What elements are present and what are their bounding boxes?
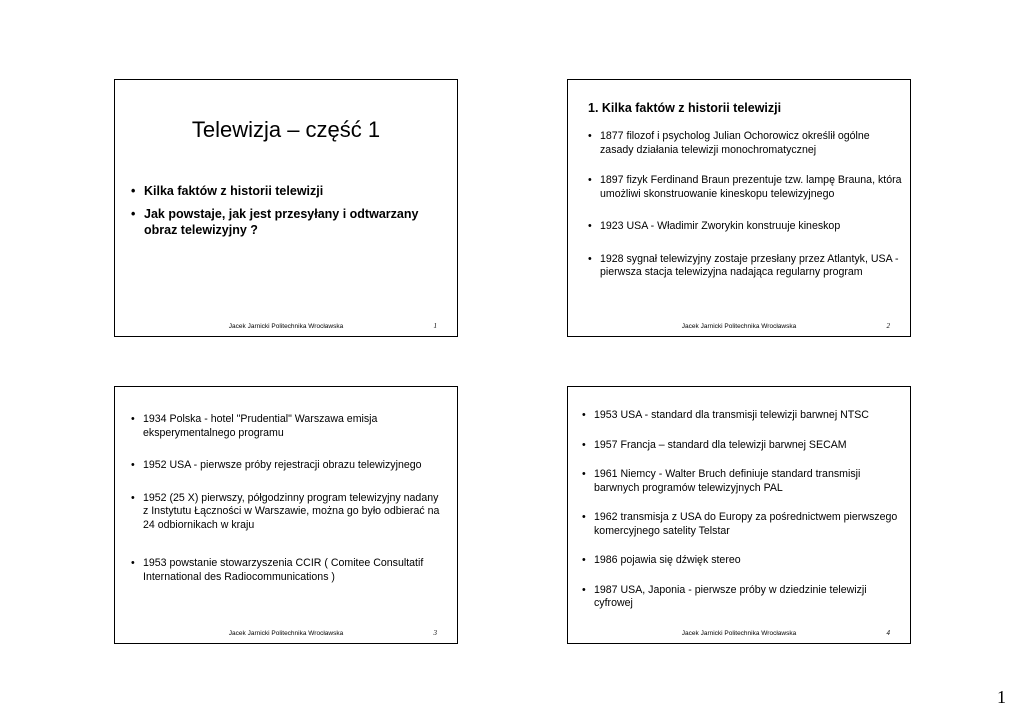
bullet-item: • Jak powstaje, jak jest przesyłany i odtwarzany obraz telewizyjny ? [131,206,447,238]
bullet-item: • 1957 Francja – standard dla telewizji barwnej SECAM [582,439,902,453]
bullet-item: • 1961 Niemcy - Walter Bruch definiuje standard transmisji barwnych programów telewizyjnych PAL [582,468,902,495]
slide-4 [567,386,911,644]
slide-2 [567,79,911,337]
bullet-item: • 1953 USA - standard dla transmisji telewizji barwnej NTSC [582,409,902,423]
slide-footer: Jacek Jarnicki Politechnika Wrocławska [228,323,344,330]
bullet-list [582,409,902,611]
slide-footer: Jacek Jarnicki Politechnika Wrocławska [681,323,797,330]
bullet-item: • 1928 sygnał telewizyjny zostaje przesłany przez Atlantyk, USA - pierwsza stacja telewizyjna nadająca regularny program [588,253,902,280]
bullet-item: • 1987 USA, Japonia - pierwsze próby w dziedzinie telewizji cyfrowej [582,584,902,611]
slide-page-number: 1 [433,322,437,330]
slide-footer: Jacek Jarnicki Politechnika Wrocławska [681,630,797,637]
bullet-item: • Kilka faktów z historii telewizji [131,183,447,199]
slide-page-number: 4 [886,629,890,637]
slide-page-number: 3 [433,629,437,637]
bullet-item: • 1952 (25 X) pierwszy, półgodzinny program telewizyjny nadany z Instytutu Łączności w Warszawie, można go było odbierać na 24 odbiornikach w kraju [131,492,445,533]
bullet-list [588,130,902,280]
bullet-item: • 1934 Polska - hotel "Prudential" Warszawa emisja eksperymentalnego programu [131,413,445,440]
slide-1 [114,79,458,337]
sheet-page-number: 1 [997,687,1006,707]
bullet-item: • 1952 USA - pierwsze próby rejestracji obrazu telewizyjnego [131,459,445,473]
slide-3 [114,386,458,644]
slide-footer: Jacek Jarnicki Politechnika Wrocławska [228,630,344,637]
bullet-item: • 1986 pojawia się dźwięk stereo [582,554,902,568]
bullet-list [131,413,445,584]
slide-title: 1. Kilka faktów z historii telewizji [588,101,782,115]
bullet-item: • 1953 powstanie stowarzyszenia CCIR ( Comitee Consultatif International des Radiocommunications ) [131,557,445,584]
bullet-item: • 1877 filozof i psycholog Julian Ochorowicz określił ogólne zasady działania telewizji monochromatycznej [588,130,902,157]
slide-page-number: 2 [886,322,890,330]
slide-title: Telewizja – część 1 [191,117,381,142]
bullet-item: • 1962 transmisja z USA do Europy za pośrednictwem pierwszego komercyjnego satelity Telstar [582,511,902,538]
bullet-item: • 1923 USA - Władimir Zworykin konstruuje kineskop [588,220,902,234]
bullet-item: • 1897 fizyk Ferdinand Braun prezentuje tzw. lampę Brauna, która umożliwi skonstruowanie kineskopu telewizyjnego [588,174,902,201]
bullet-list [131,183,447,245]
